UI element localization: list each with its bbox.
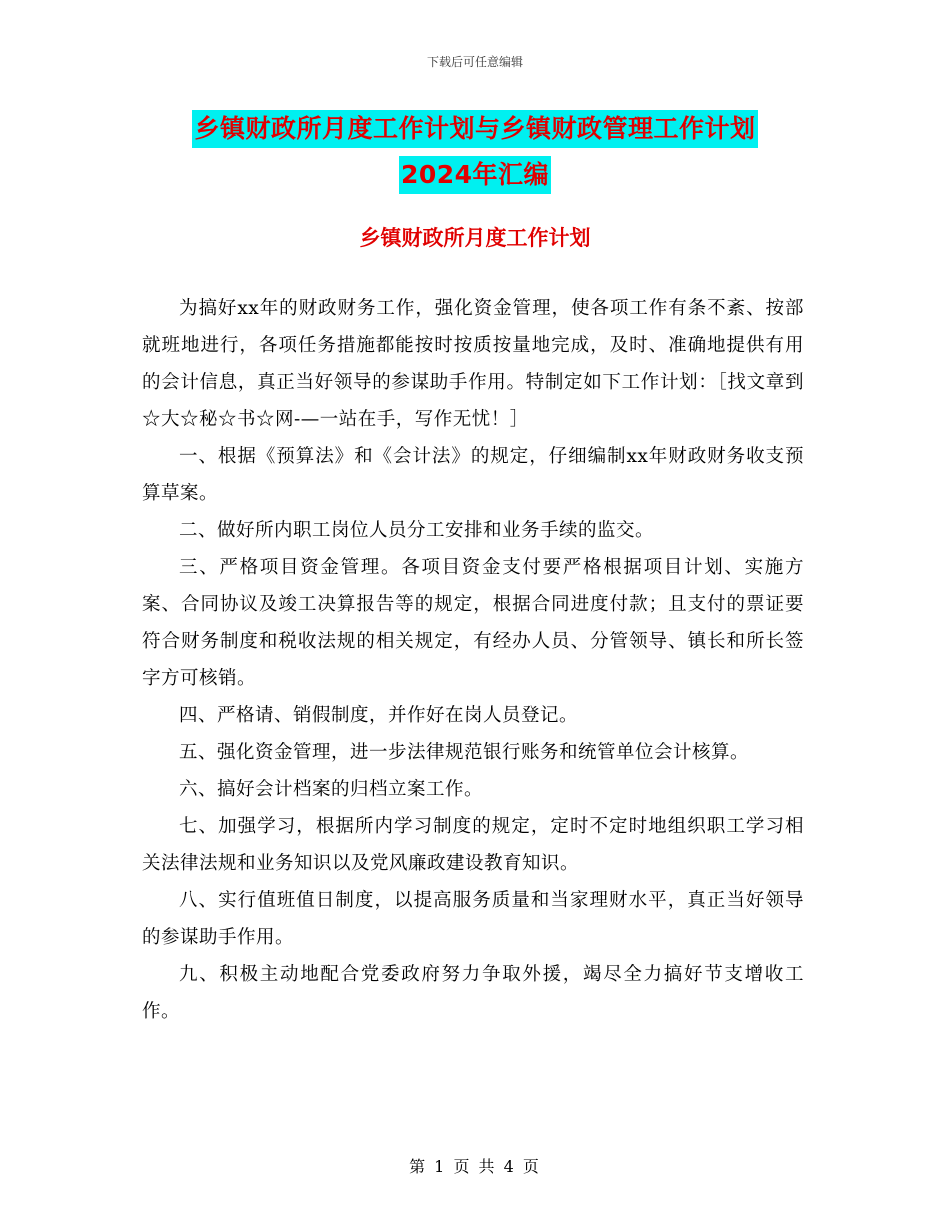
paragraph: 三、严格项目资金管理。各项目资金支付要严格根据项目计划、实施方案、合同协议及竣工决算报告等的规定，根据合同进度付款；且支付的票证要符合财务制度和税收法规的相关规定，有经办人员、分管领导、镇长和所长签字方可核销。 <box>142 557 804 689</box>
paragraph: 一、根据《预算法》和《会计法》的规定，仔细编制xx年财政财务收支预算草案。 <box>142 446 804 504</box>
title-line-1: 乡镇财政所月度工作计划与乡镇财政管理工作计划 <box>192 110 757 148</box>
paragraph: 八、实行值班值日制度，以提高服务质量和当家理财水平，真正当好领导的参谋助手作用。 <box>142 890 804 948</box>
page-header: 下载后可任意编辑 <box>426 55 523 69</box>
section-title: 乡镇财政所月度工作计划 <box>359 226 591 250</box>
paragraph: 五、强化资金管理，进一步法律规范银行账务和统管单位会计核算。 <box>179 742 750 763</box>
page-footer: 第 1 页 共 4 页 <box>409 1157 541 1176</box>
paragraph: 四、严格请、销假制度，并作好在岗人员登记。 <box>179 705 579 726</box>
title-line-2: 2024年汇编 <box>399 156 551 194</box>
paragraph: 二、做好所内职工岗位人员分工安排和业务手续的监交。 <box>179 520 655 541</box>
document-title <box>0 110 950 202</box>
paragraph: 九、积极主动地配合党委政府努力争取外援，竭尽全力搞好节支增收工作。 <box>142 964 804 1022</box>
paragraph: 七、加强学习，根据所内学习制度的规定，定时不定时地组织职工学习相关法律法规和业务知识以及党风廉政建设教育知识。 <box>142 816 804 874</box>
paragraph: 六、搞好会计档案的归档立案工作。 <box>179 779 484 800</box>
body-text <box>142 290 804 1030</box>
paragraph: 为搞好xx年的财政财务工作，强化资金管理，使各项工作有条不紊、按部就班地进行，各项任务措施都能按时按质按量地完成，及时、准确地提供有用的会计信息，真正当好领导的参谋助手作用。特制定如下工作计划：［找文章到☆大☆秘☆书☆网-—一站在手，写作无忧！］ <box>142 298 804 430</box>
